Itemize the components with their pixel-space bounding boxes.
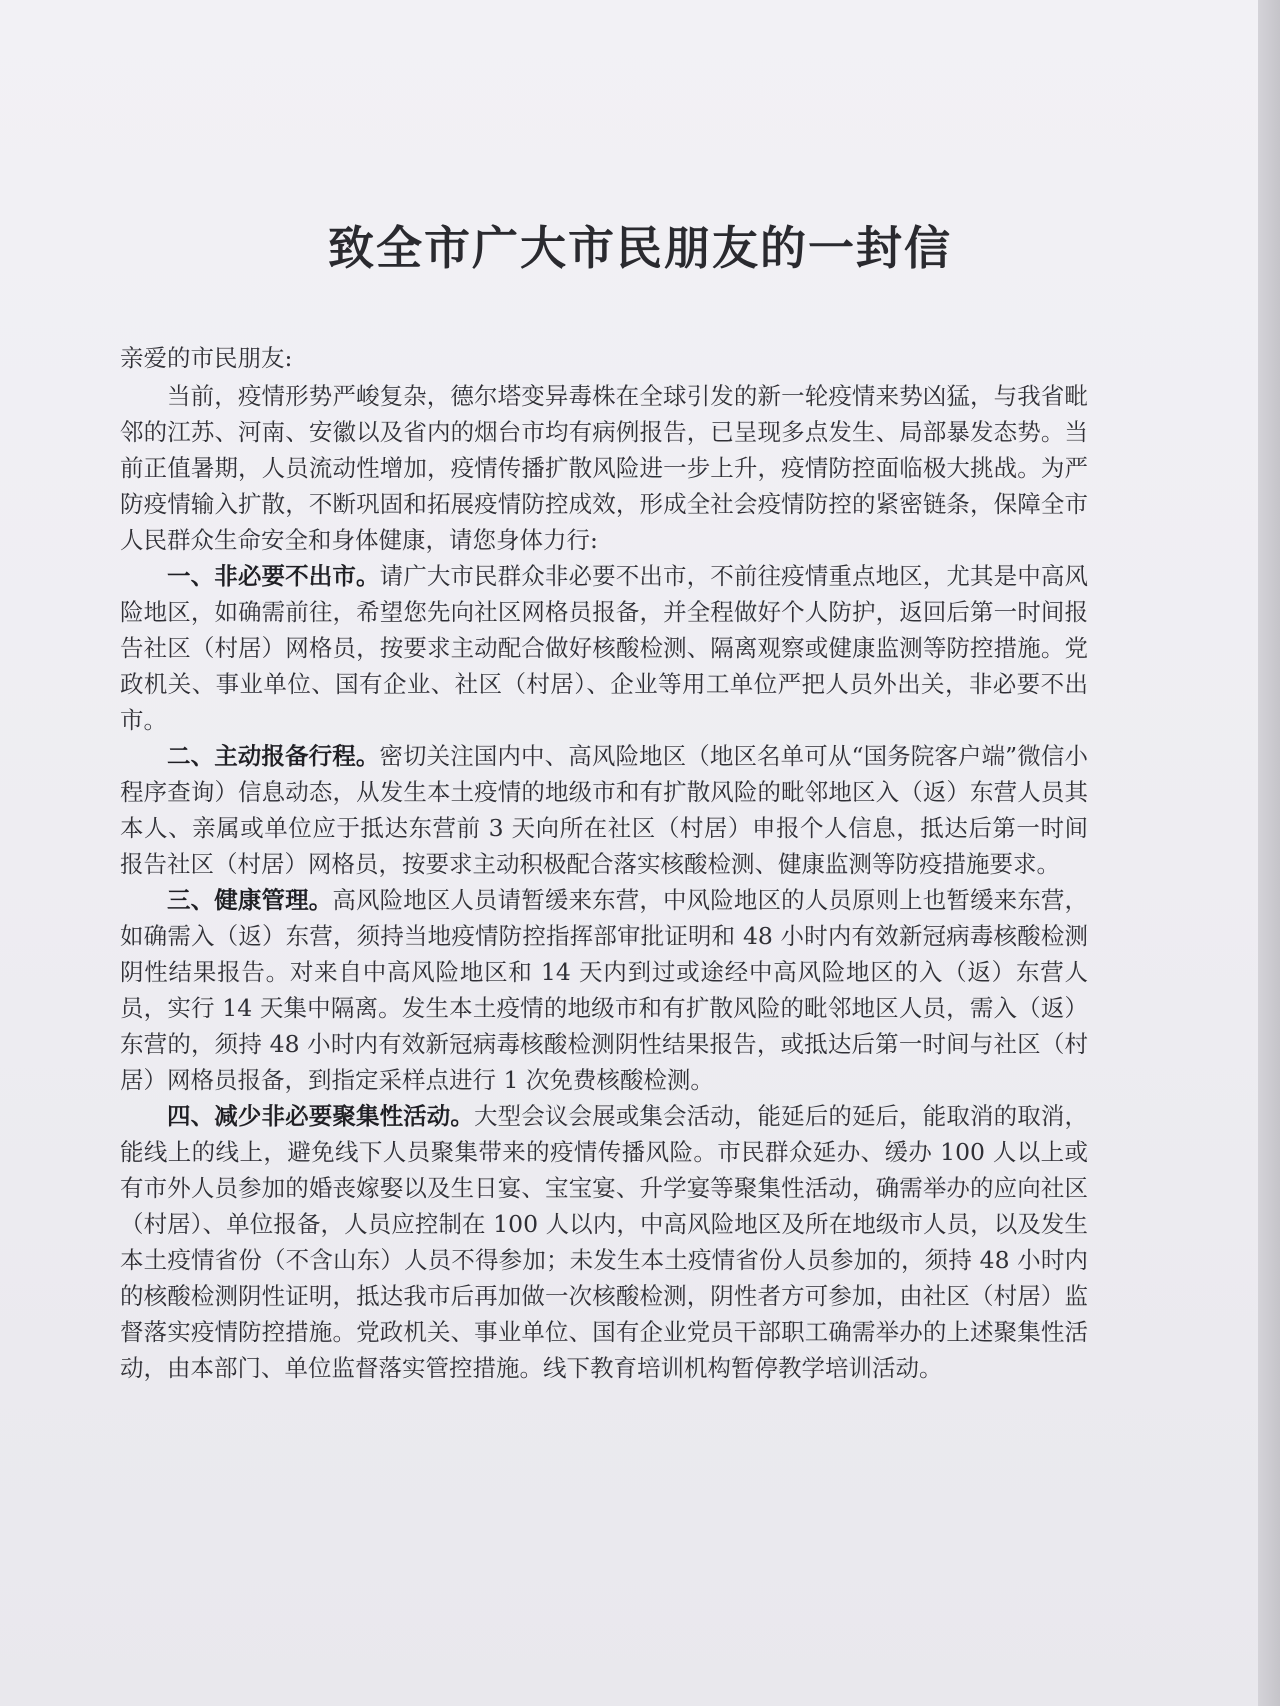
section-heading: 四、减少非必要聚集性活动。 bbox=[167, 1102, 475, 1130]
section-body: 高风险地区人员请暂缓来东营，中风险地区的人员原则上也暂缓来东营，如确需入（返）东营，须持当地疫情防控指挥部审批证明和 48 小时内有效新冠病毒核酸检测阴性结果报告。对来自中高风险地区和 14 天内到过或途经中高风险地区的入（返）东营人员，实行 14 天集中隔离。发生本土疫情的地级市和有扩散风险的毗邻地区人员，需入（返）东营的，须持 48 小时内有效新冠病毒核酸检测阴性结果报告，或抵达后第一时间与社区（村居）网格员报备，到指定采样点进行 1 次免费核酸检测。 bbox=[120, 886, 1089, 1094]
intro-paragraph: 当前，疫情形势严峻复杂，德尔塔变异毒株在全球引发的新一轮疫情来势凶猛，与我省毗邻的江苏、河南、安徽以及省内的烟台市均有病例报告，已呈现多点发生、局部暴发态势。当前正值暑期，人员流动性增加，疫情传播扩散风险进一步上升，疫情防控面临极大挑战。为严防疫情输入扩散，不断巩固和拓展疫情防控成效，形成全社会疫情防控的紧密链条，保障全市人民群众生命安全和身体健康，请您身体力行: bbox=[120, 382, 1088, 554]
section-paragraph bbox=[120, 1098, 1088, 1386]
section-paragraph bbox=[120, 738, 1088, 882]
section-heading: 三、健康管理。 bbox=[167, 886, 333, 914]
section-body: 密切关注国内中、高风险地区（地区名单可从“国务院客户端”微信小程序查询）信息动态，从发生本土疫情的地级市和有扩散风险的毗邻地区入（返）东营人员其本人、亲属或单位应于抵达东营前 3 天向所在社区（村居）申报个人信息，抵达后第一时间报告社区（村居）网格员，按要求主动积极配合落实核酸检测、健康监测等防疫措施要求。 bbox=[120, 742, 1089, 878]
salutation: 亲爱的市民朋友: bbox=[120, 344, 293, 372]
letter-title: 致全市广大市民朋友的一封信 bbox=[328, 221, 952, 275]
section-paragraph bbox=[120, 882, 1088, 1098]
section-paragraph bbox=[120, 558, 1088, 738]
section-heading: 二、主动报备行程。 bbox=[167, 742, 380, 770]
section-heading: 一、非必要不出市。 bbox=[167, 562, 380, 590]
section-body: 大型会议会展或集会活动，能延后的延后，能取消的取消，能线上的线上，避免线下人员聚集带来的疫情传播风险。市民群众延办、缓办 100 人以上或有市外人员参加的婚丧嫁娶以及生日宴、宝宝宴、升学宴等聚集性活动，确需举办的应向社区（村居）、单位报备，人员应控制在 100 人以内，中高风险地区及所在地级市人员，以及发生本土疫情省份（不含山东）人员不得参加；未发生本土疫情省份人员参加的，须持 48 小时内的核酸检测阴性证明，抵达我市后再加做一次核酸检测，阴性者方可参加，由社区（村居）监督落实疫情防控措施。党政机关、事业单位、国有企业党员干部职工确需举办的上述聚集性活动，由本部门、单位监督落实管控措施。线下教育培训机构暂停教学培训活动。 bbox=[120, 1102, 1089, 1382]
letter-body bbox=[120, 340, 1088, 1386]
section-body: 请广大市民群众非必要不出市，不前往疫情重点地区，尤其是中高风险地区，如确需前往，希望您先向社区网格员报备，并全程做好个人防护，返回后第一时间报告社区（村居）网格员，按要求主动配合做好核酸检测、隔离观察或健康监测等防控措施。党政机关、事业单位、国有企业、社区（村居）、企业等用工单位严把人员外出关，非必要不出市。 bbox=[120, 562, 1089, 734]
